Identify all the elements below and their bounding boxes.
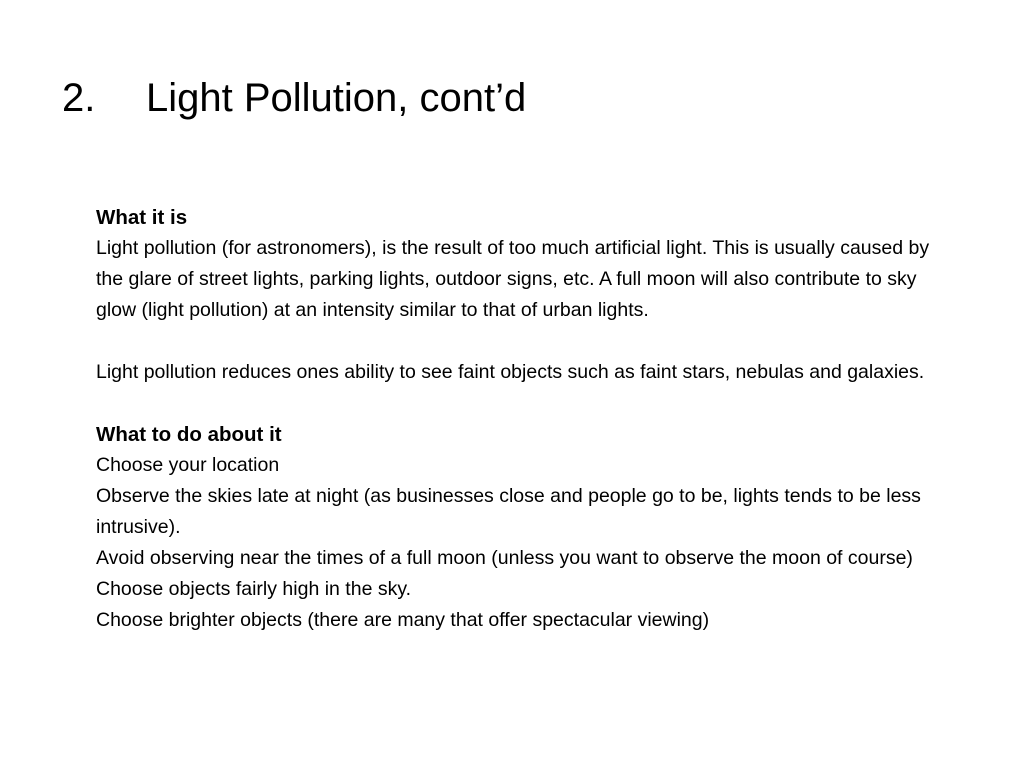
list-item: Choose your location — [96, 454, 280, 476]
paragraph-effect: Light pollution reduces ones ability to see faint objects such as faint stars, nebulas and galaxies. — [96, 361, 925, 383]
title-number: 2. — [62, 76, 96, 120]
list-item: Choose brighter objects (there are many that offer spectacular viewing) — [96, 609, 710, 631]
list-item: Observe the skies late at night (as businesses close and people go to be, lights tends to be less intrusive). — [96, 485, 921, 538]
title-text: Light Pollution, cont’d — [146, 76, 527, 120]
section-heading-what-it-is: What it is — [96, 206, 188, 229]
list-item: Avoid observing near the times of a full moon (unless you want to observe the moon of course) — [96, 547, 913, 569]
section-heading-what-to-do: What to do about it — [96, 423, 282, 446]
paragraph-definition: Light pollution (for astronomers), is the result of too much artificial light. This is usually caused by the glare of street lights, parking lights, outdoor signs, etc. A full moon will also contribute to sky glow (light pollution) at an intensity similar to that of urban lights. — [96, 237, 930, 321]
slide-body — [96, 202, 936, 636]
spacer — [96, 326, 936, 357]
list-item: Choose objects fairly high in the sky. — [96, 578, 412, 600]
spacer — [96, 388, 936, 419]
slide-title — [62, 70, 526, 126]
